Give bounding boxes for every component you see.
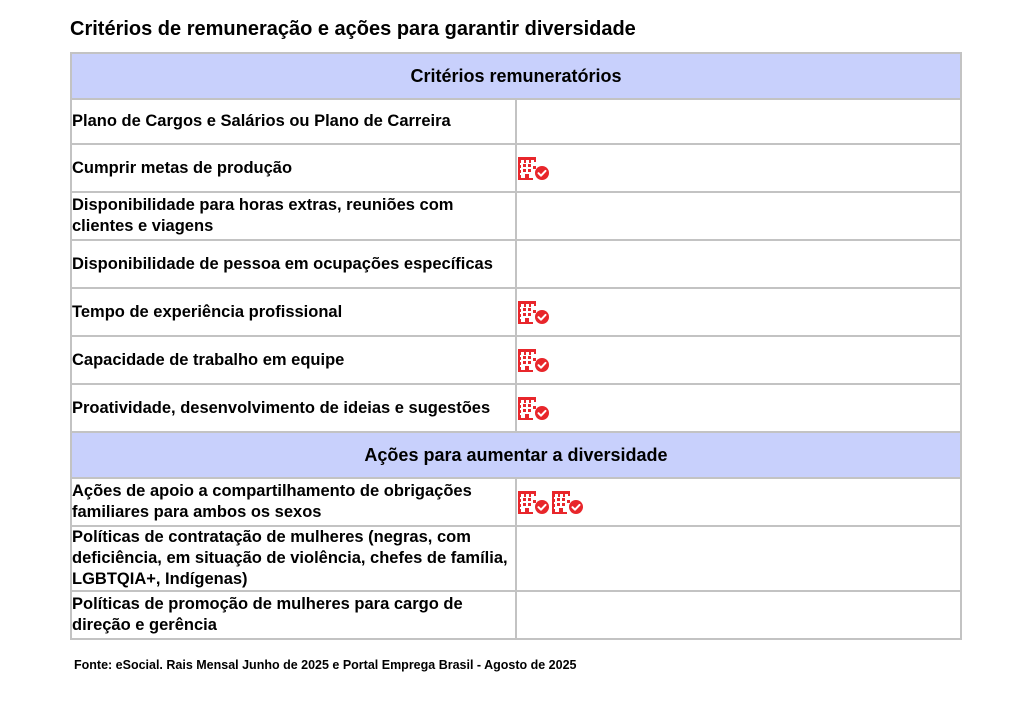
row-label: Políticas de promoção de mulheres para cargo de direção e gerência (71, 591, 516, 639)
row-mark (516, 478, 961, 526)
building-check-icon (517, 299, 551, 325)
row-label: Ações de apoio a compartilhamento de obrigações familiares para ambos os sexos (71, 478, 516, 526)
table-row (71, 336, 961, 384)
row-label: Políticas de contratação de mulheres (negras, com deficiência, em situação de violência, chefes de família, LGBTQIA+, Indígenas) (71, 526, 516, 591)
section-header: Critérios remuneratórios (71, 53, 961, 99)
table-row (71, 288, 961, 336)
row-label: Plano de Cargos e Salários ou Plano de Carreira (71, 99, 516, 144)
table-row (71, 526, 961, 591)
building-check-icon (517, 489, 551, 515)
row-mark (516, 526, 961, 591)
row-label: Proatividade, desenvolvimento de ideias e sugestões (71, 384, 516, 432)
building-check-icon (551, 489, 585, 515)
row-label: Tempo de experiência profissional (71, 288, 516, 336)
table-row (71, 144, 961, 192)
row-mark (516, 336, 961, 384)
section-header-row (71, 432, 961, 478)
section-header-row (71, 53, 961, 99)
table-row (71, 240, 961, 288)
table-row (71, 478, 961, 526)
row-mark (516, 144, 961, 192)
row-mark (516, 591, 961, 639)
source-note: Fonte: eSocial. Rais Mensal Junho de 2025 e Portal Emprega Brasil - Agosto de 2025 (74, 658, 577, 672)
row-label: Capacidade de trabalho em equipe (71, 336, 516, 384)
row-mark (516, 240, 961, 288)
section-header: Ações para aumentar a diversidade (71, 432, 961, 478)
table-row (71, 591, 961, 639)
row-label: Cumprir metas de produção (71, 144, 516, 192)
table-row (71, 384, 961, 432)
criteria-table (70, 52, 962, 640)
table-row (71, 99, 961, 144)
row-mark (516, 99, 961, 144)
table-row (71, 192, 961, 240)
building-check-icon (517, 395, 551, 421)
page-title: Critérios de remuneração e ações para garantir diversidade (70, 18, 636, 40)
row-label: Disponibilidade de pessoa em ocupações específicas (71, 240, 516, 288)
row-label: Disponibilidade para horas extras, reuniões com clientes e viagens (71, 192, 516, 240)
building-check-icon (517, 347, 551, 373)
row-mark (516, 288, 961, 336)
row-mark (516, 384, 961, 432)
row-mark (516, 192, 961, 240)
building-check-icon (517, 155, 551, 181)
